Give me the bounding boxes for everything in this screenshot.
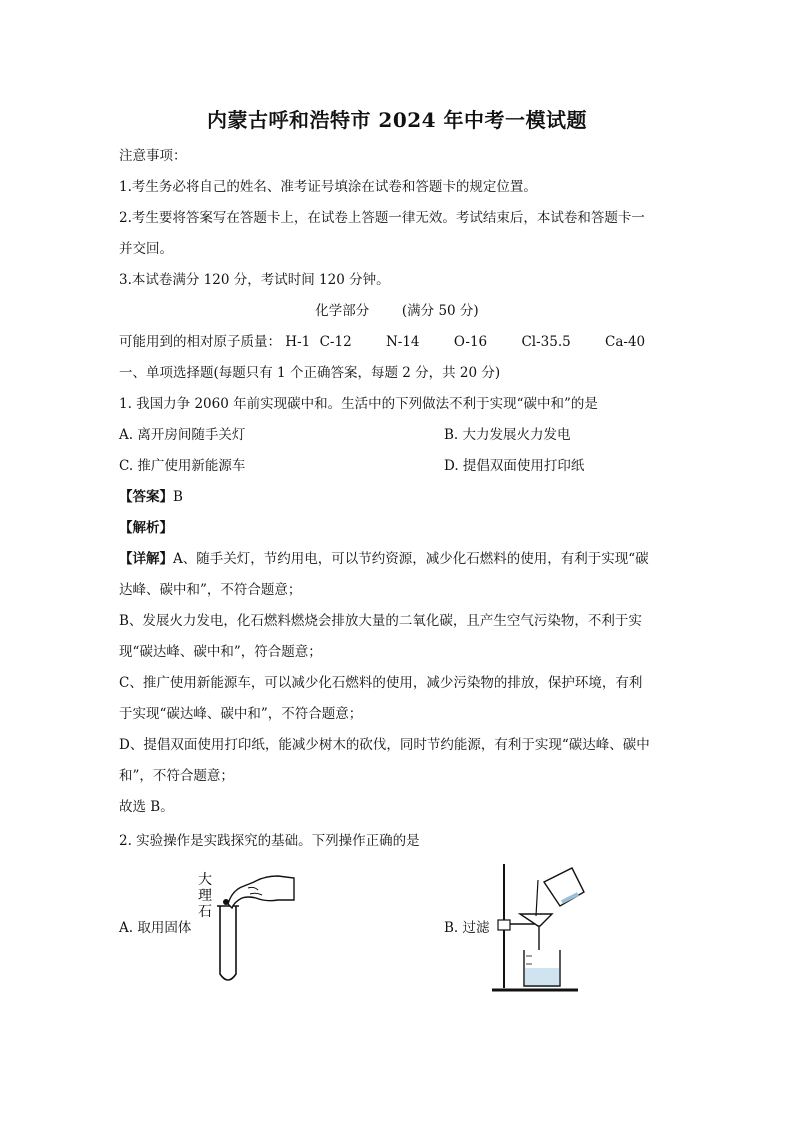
hand-with-tongs bbox=[223, 876, 294, 908]
notice-heading: 注意事项： bbox=[119, 148, 187, 164]
q1-conclusion: 故选 B。 bbox=[119, 799, 174, 815]
q1-explanation-5: C、推广使用新能源车，可以减少化石燃料的使用，减少污染物的排放，保护环境，有利 bbox=[119, 675, 643, 691]
pouring-beaker bbox=[536, 868, 584, 916]
part1-heading: 一、单项选择题(每题只有 1 个正确答案，每题 2 分，共 20 分) bbox=[119, 365, 501, 381]
section-heading bbox=[0, 301, 794, 321]
notice-item-1: 1.考生务必将自己的姓名、准考证号填涂在试卷和答题卡的规定位置。 bbox=[119, 179, 537, 195]
notice-item-2-cont: 并交回。 bbox=[119, 241, 173, 257]
figure-label-char-1: 大 bbox=[198, 872, 212, 888]
atomic-masses: 可能用到的相对原子质量： H-1 C-12 N-14 O-16 Cl-35.5 Ca-40 bbox=[119, 334, 646, 350]
detail-tag: 【详解】 bbox=[119, 551, 173, 567]
notice-item-2: 2.考生要将答案写在答题卡上，在试卷上答题一律无效。考试结束后，本试卷和答题卡一 bbox=[119, 210, 645, 226]
figure-take-solid bbox=[192, 868, 302, 988]
q2-option-b: B. 过滤 bbox=[444, 920, 490, 936]
q1-explanation-2: 达峰、碳中和”，不符合题意； bbox=[119, 582, 302, 598]
q1-stem: 1. 我国力争 2060 年前实现碳中和。生活中的下列做法不利于实现“碳中和”的是 bbox=[119, 396, 598, 412]
section-score: (满分 50 分) bbox=[401, 303, 479, 319]
answer-tag: 【答案】 bbox=[119, 489, 173, 505]
figure-label-char-2: 理 bbox=[198, 888, 212, 904]
q1-option-c: C. 推广使用新能源车 bbox=[119, 458, 246, 474]
q1-explanation-4: 现“碳达峰、碳中和”，符合题意； bbox=[119, 644, 322, 660]
q2-stem: 2. 实验操作是实践探究的基础。下列操作正确的是 bbox=[119, 833, 420, 849]
test-tube bbox=[217, 906, 239, 980]
explanation-text: A、随手关灯，节约用电，可以节约资源，减少化石燃料的使用，有利于实现“碳 bbox=[173, 551, 649, 567]
figure-filtration bbox=[488, 860, 598, 996]
q1-option-d: D. 提倡双面使用打印纸 bbox=[444, 458, 585, 474]
q1-explanation-3: B、发展火力发电，化石燃料燃烧会排放大量的二氧化碳，且产生空气污染物，不利于实 bbox=[119, 613, 642, 629]
atomic-mass-cl: Cl-35.5 bbox=[521, 334, 571, 350]
receiving-beaker bbox=[524, 950, 560, 986]
section-name: 化学部分 bbox=[315, 303, 370, 319]
atomic-masses-label: 可能用到的相对原子质量： bbox=[119, 334, 281, 350]
notice-item-3: 3.本试卷满分 120 分，考试时间 120 分钟。 bbox=[119, 272, 390, 288]
q1-explanation-7: D、提倡双面使用打印纸，能减少树木的砍伐，同时节约能源，有利于实现“碳达峰、碳中 bbox=[119, 737, 650, 753]
q1-option-a: A. 离开房间随手关灯 bbox=[119, 427, 246, 443]
page-title: 内蒙古呼和浩特市 2024 年中考一模试题 bbox=[206, 108, 588, 132]
q1-explanation-6: 于实现“碳达峰、碳中和”，不符合题意； bbox=[119, 706, 363, 722]
q1-answer bbox=[119, 487, 183, 507]
q1-option-b: B. 大力发展火力发电 bbox=[444, 427, 571, 443]
answer-value: B bbox=[173, 489, 183, 505]
analysis-tag: 【解析】 bbox=[119, 520, 173, 536]
atomic-mass-c: C-12 bbox=[319, 334, 352, 350]
q1-explanation-1 bbox=[119, 549, 649, 569]
q2-option-a: A. 取用固体 bbox=[119, 920, 192, 936]
figure-label-char-3: 石 bbox=[198, 904, 212, 920]
atomic-mass-ca: Ca-40 bbox=[605, 334, 646, 350]
q1-explanation-8: 和”，不符合题意； bbox=[119, 768, 234, 784]
atomic-mass-o: O-16 bbox=[453, 334, 488, 350]
atomic-mass-n: N-14 bbox=[385, 334, 420, 350]
